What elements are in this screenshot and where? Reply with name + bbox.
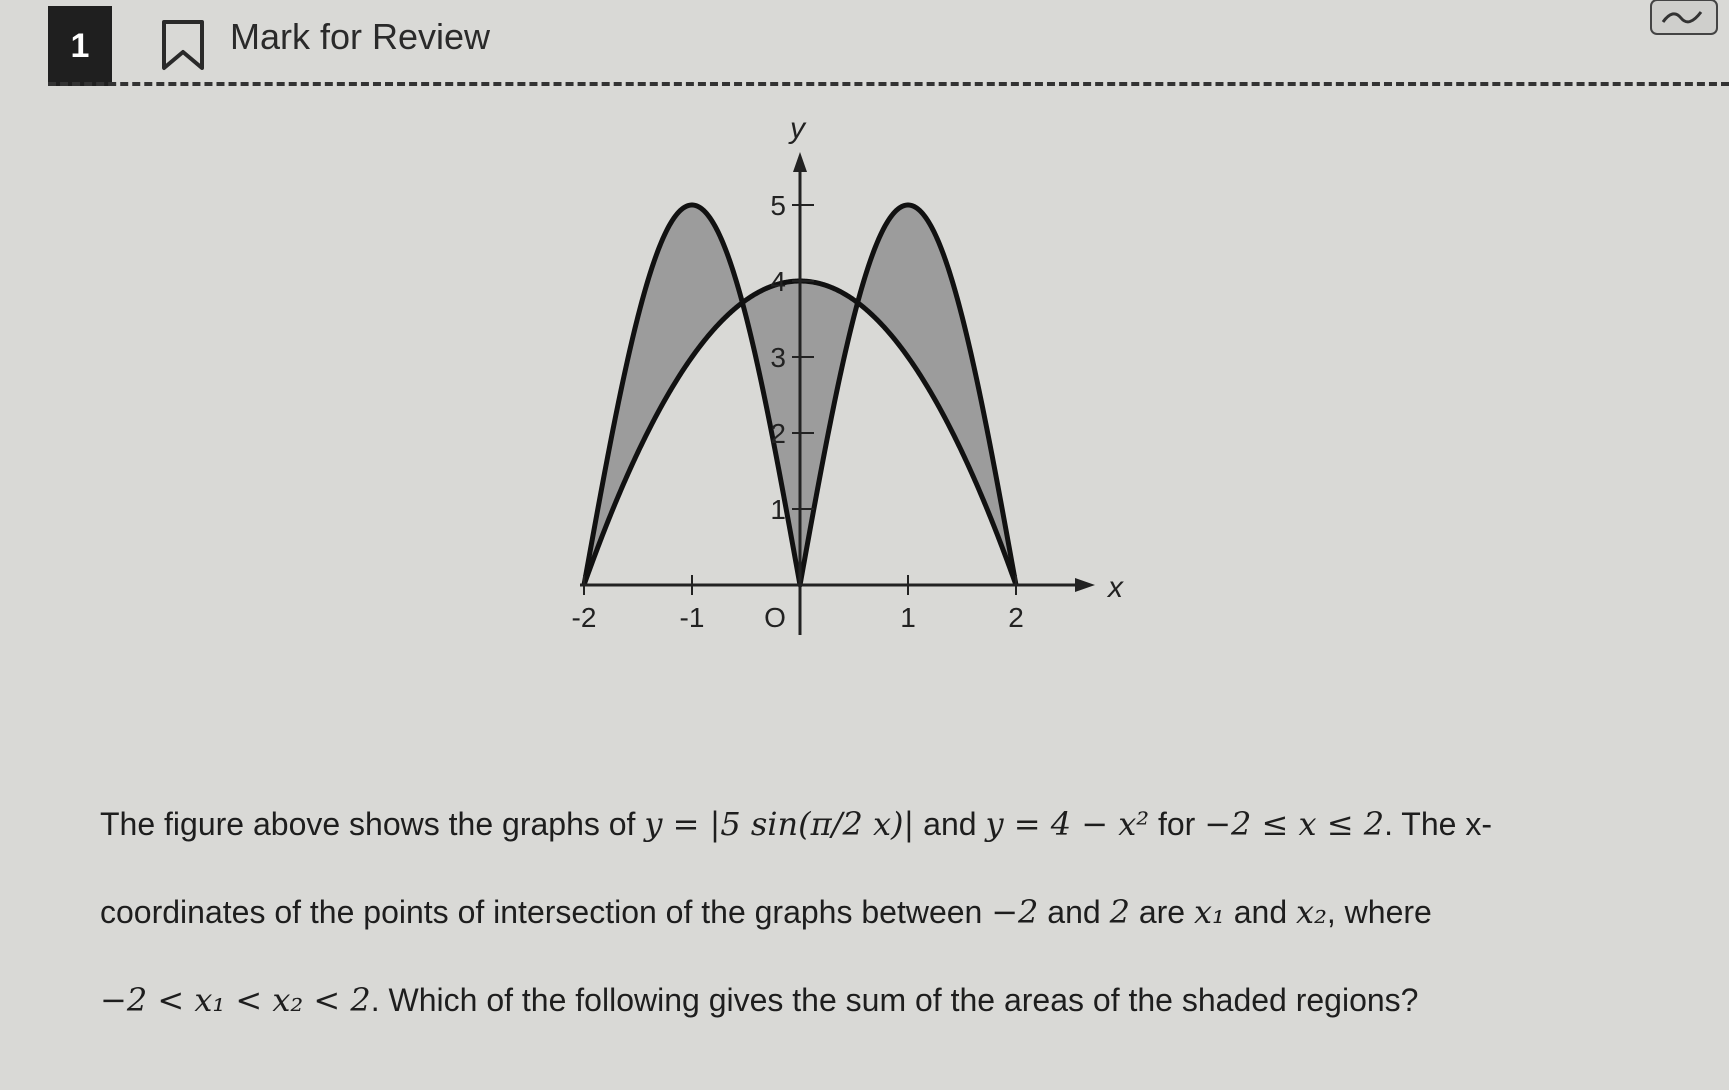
prompt-text: . Which of the following gives the sum of the areas of the shaded regions? xyxy=(370,982,1419,1018)
question-prompt xyxy=(100,780,1660,1044)
y-tick-label: 4 xyxy=(770,266,786,297)
prompt-line-1 xyxy=(100,780,1660,868)
question-header xyxy=(0,0,1729,95)
graph-figure xyxy=(560,110,1180,730)
prompt-text: The figure above shows the graphs of xyxy=(100,806,645,842)
x-tick-label: O xyxy=(764,602,786,633)
x-axis-label: x xyxy=(1108,571,1123,604)
prompt-text: and xyxy=(914,806,986,842)
prompt-text: are xyxy=(1129,894,1194,930)
prompt-text: coordinates of the points of intersection of the graphs between xyxy=(100,894,992,930)
x-tick-label: 1 xyxy=(900,602,916,633)
prompt-line-2 xyxy=(100,868,1660,956)
x1-symbol: x₁ xyxy=(1193,893,1225,931)
y-axis-label: y xyxy=(790,112,805,145)
y-tick-label: 5 xyxy=(770,190,786,221)
y-tick-label: 3 xyxy=(770,342,786,373)
annotate-icon[interactable] xyxy=(1649,0,1719,38)
x-tick-label: 2 xyxy=(1008,602,1024,633)
bound-b: 2 xyxy=(1109,893,1130,931)
prompt-text: for xyxy=(1149,806,1205,842)
y-tick-label: 2 xyxy=(770,418,786,449)
bookmark-icon[interactable] xyxy=(160,18,206,72)
header-divider xyxy=(48,82,1729,86)
inequality-expression: −2 < x₁ < x₂ < 2 xyxy=(100,981,371,1019)
formula-parabola: y = 4 − x² xyxy=(985,805,1150,843)
formula-sine: y = |5 sin(π/2 x)| xyxy=(644,805,915,843)
question-number: 1 xyxy=(48,6,112,86)
domain-expression: −2 ≤ x ≤ 2 xyxy=(1204,805,1385,843)
prompt-text: , where xyxy=(1326,894,1432,930)
mark-for-review-button[interactable]: Mark for Review xyxy=(230,16,491,57)
x-axis-arrow xyxy=(1075,578,1095,592)
bound-a: −2 xyxy=(991,893,1039,931)
y-tick-label: 1 xyxy=(770,494,786,525)
x-tick-label: -2 xyxy=(571,602,597,633)
prompt-line-3 xyxy=(100,956,1660,1044)
y-axis-arrow xyxy=(793,152,807,172)
x2-symbol: x₂ xyxy=(1296,893,1327,931)
prompt-text: and xyxy=(1224,894,1297,930)
prompt-text: . The x- xyxy=(1384,806,1492,842)
x-tick-label: -1 xyxy=(679,602,705,633)
prompt-text: and xyxy=(1038,894,1110,930)
